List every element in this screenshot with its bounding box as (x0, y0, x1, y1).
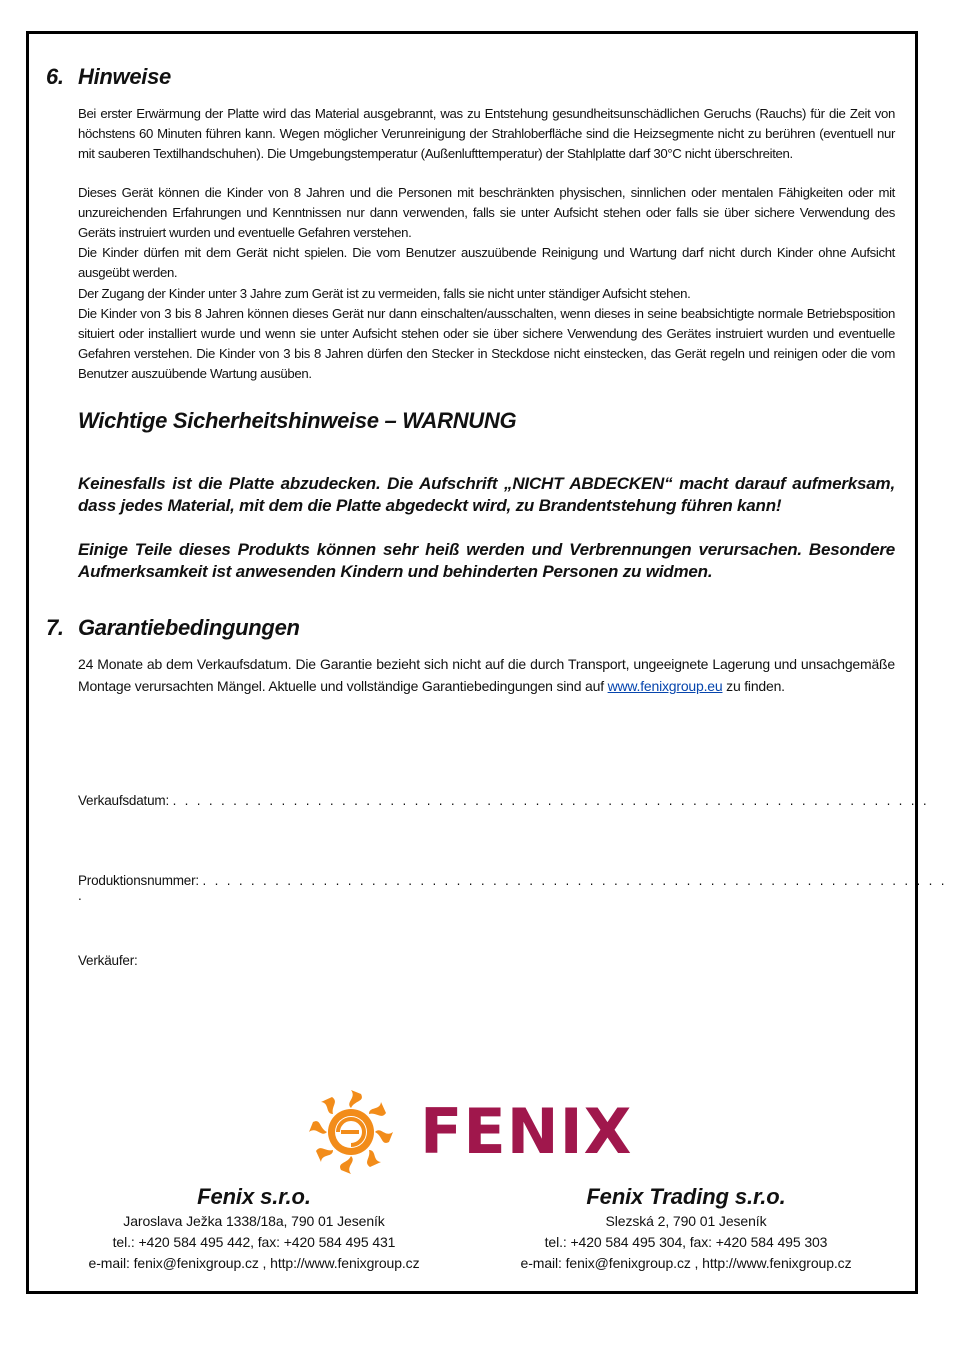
section-6-title: Hinweise (78, 64, 171, 89)
section-7-title: Garantiebedingungen (78, 615, 300, 640)
seller-field (78, 953, 138, 968)
hint-paragraph-1: Bei erster Erwärmung der Platte wird das Material ausgebrannt, was zu Entstehung gesundheitsunschädlichen Geruchs (Rauchs) für die Zeit von höchstens 60 Minuten führen kann. Wegen möglicher Verunreinigung der Strahloberfläche sind die Heizsegmente nicht zu berühren (eventuell nur mit sauberen Textilhandschuhen). Die Umgebungstemperatur (Außenlufttemperatur) der Stahlplatte darf 30°C nicht überschreiten. (78, 106, 895, 162)
company-email: e-mail: fenix@fenixgroup.cz , http://www.fenixgroup.cz (520, 1255, 852, 1271)
company-name: Fenix s.r.o. (197, 1184, 311, 1209)
warning-heading: Wichtige Sicherheitshinweise – WARNUNG (78, 408, 517, 433)
company-name: Fenix Trading s.r.o. (586, 1184, 786, 1209)
warning-line-1: Keinesfalls ist die Platte abzudecken. Die Aufschrift „NICHT ABDECKEN“ macht darauf aufmerksam, dass jedes Material, mit dem die Platte abgedeckt wird, zu Brandentstehung führen kann! (78, 474, 895, 515)
company-phone: tel.: +420 584 495 304, fax: +420 584 495 303 (544, 1234, 828, 1250)
warranty-text (78, 653, 895, 697)
hint-paragraph-2: Dieses Gerät können die Kinder von 8 Jahren und die Personen mit beschränkten physischen, sinnlichen oder mentalen Fähigkeiten oder mit unzureichenden Erfahrungen und Kenntnissen nur dann verwenden, falls sie unter Aufsicht stehen oder falls sie über sichere Verwendung des Geräts instruiert wurden und eventuelle Gefahren verstehen. (78, 184, 895, 241)
section-6-number: 6. (46, 64, 64, 89)
fenix-logo-text: FENIX (420, 1095, 633, 1168)
section-7-heading (46, 615, 300, 641)
production-number-dots: . . . . . . . . . . . . . . . . . . . . . . . . . . . . . . . . . . . . . . . . . . . . . . . . . . . . . . . . . . . . . . . (78, 873, 947, 903)
hint-paragraph-3: Die Kinder dürfen mit dem Gerät nicht spielen. Die vom Benutzer auszuübende Reinigung und Wartung darf nicht durch Kinder ohne Aufsicht ausgeübt werden. (78, 245, 895, 281)
seller-label: Verkäufer: (78, 953, 138, 968)
hint-paragraph-4: Der Zugang der Kinder unter 3 Jahre zum Gerät ist zu vermeiden, falls sie nicht unter ständiger Aufsicht stehen. (78, 285, 691, 301)
sale-date-dots: . . . . . . . . . . . . . . . . . . . . . . . . . . . . . . . . . . . . . . . . . . . . . . . . . . . . . . . . . . . . . . . (172, 793, 929, 808)
production-number-label: Produktionsnummer: (78, 873, 199, 888)
fenixgroup-link[interactable]: www.fenixgroup.eu (607, 678, 723, 694)
company-email: e-mail: fenix@fenixgroup.cz , http://www.fenixgroup.cz (88, 1255, 420, 1271)
section-6-heading (46, 64, 171, 90)
fenix-sun-icon (305, 1086, 397, 1178)
section-7-number: 7. (46, 615, 64, 640)
company-address: Slezská 2, 790 01 Jeseník (605, 1213, 767, 1229)
production-number-field (78, 873, 954, 903)
sale-date-label: Verkaufsdatum: (78, 793, 170, 808)
sale-date-field (78, 793, 929, 808)
company-fenix-trading (486, 1183, 886, 1274)
company-phone: tel.: +420 584 495 442, fax: +420 584 495 431 (112, 1234, 396, 1250)
section-6-body (78, 104, 895, 385)
company-address: Jaroslava Ježka 1338/18a, 790 01 Jeseník (123, 1213, 385, 1229)
warranty-text-end: zu finden. (722, 678, 785, 694)
warning-body (78, 473, 895, 583)
company-fenix (70, 1183, 438, 1274)
hint-paragraph-5: Die Kinder von 3 bis 8 Jahren können dieses Gerät nur dann einschalten/ausschalten, wenn dieses in seine beabsichtigte normale Betriebsposition situiert oder installiert wurde und wenn sie unter Aufsicht stehen oder sie über sichere Verwendung des Gerätes instruiert wurden und eventuelle Gefahren verstehen. Die Kinder von 3 bis 8 Jahren dürfen den Stecker in Steckdose nicht einstecken, das Gerät regeln und reinigen oder die vom Benutzer auszuübende Wartung ausüben. (78, 305, 895, 382)
warning-line-2: Einige Teile dieses Produkts können sehr heiß werden und Verbrennungen verursachen. Besondere Aufmerksamkeit ist anwesenden Kindern und behinderten Personen zu widmen. (78, 540, 895, 581)
warranty-text-main: 24 Monate ab dem Verkaufsdatum. Die Garantie bezieht sich nicht auf die durch Transport, ungeeignete Lagerung und unsachgemäße Montage verursachten Mängel. Aktuelle und vollständige Garantiebedingungen sind auf (78, 656, 895, 694)
